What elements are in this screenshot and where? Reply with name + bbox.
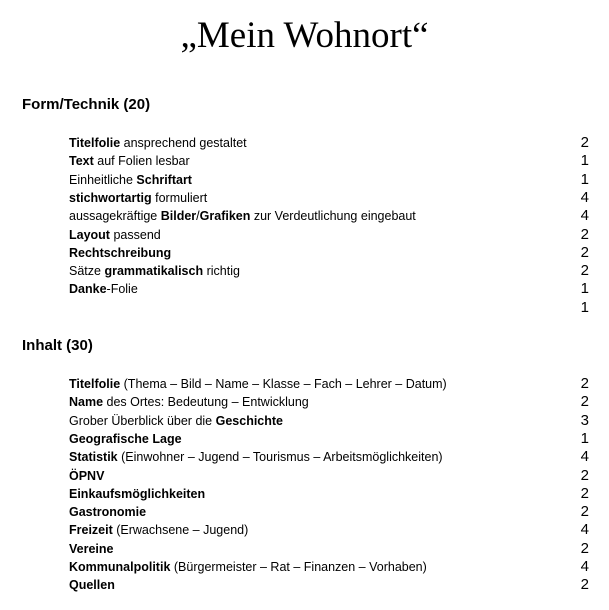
- criterion-points: 4: [580, 188, 589, 206]
- criterion-row: [69, 171, 589, 189]
- criterion-keyword: Danke: [69, 282, 107, 297]
- criterion-keyword: Grafiken: [199, 209, 251, 224]
- criterion-text: (Erwachsene – Jugend): [112, 523, 249, 538]
- criterion-text: Sätze: [69, 264, 105, 279]
- criterion-row: [69, 134, 589, 152]
- criterion-points: 4: [580, 558, 589, 575]
- criterion-text: (Bürgermeister – Rat – Finanzen – Vorhaben): [170, 560, 427, 574]
- criterion-text: richtig: [203, 264, 240, 279]
- criterion-points: 4: [580, 521, 589, 539]
- criterion-points: 2: [580, 243, 589, 261]
- criterion-points: 2: [580, 539, 589, 557]
- criterion-row: [69, 485, 589, 503]
- criterion-points: 4: [580, 448, 589, 466]
- criterion-row: [69, 558, 589, 576]
- criterion-text: auf Folien lesbar: [93, 154, 190, 169]
- criterion-row: [69, 299, 589, 317]
- criterion-text: passend: [109, 227, 161, 242]
- criterion-text: aussagekräftige: [69, 209, 161, 224]
- criterion-label: [69, 375, 447, 393]
- criterion-text: ansprechend gestaltet: [120, 136, 247, 150]
- document-title: „Mein Wohnort“: [180, 15, 429, 56]
- criterion-label: [69, 430, 182, 448]
- criterion-points: 3: [580, 411, 589, 429]
- criterion-points: 2: [580, 503, 589, 521]
- criterion-label: [69, 576, 115, 594]
- criterion-keyword: Statistik: [69, 450, 118, 465]
- criterion-row: [69, 467, 589, 485]
- criterion-keyword: Geschichte: [215, 413, 283, 428]
- criterion-points: 1: [580, 170, 589, 188]
- criterion-text: formuliert: [151, 190, 208, 205]
- criterion-label: [69, 412, 283, 430]
- criterion-points: 2: [580, 484, 589, 502]
- criterion-label: [69, 393, 309, 411]
- criterion-keyword: Titelfolie: [69, 377, 121, 391]
- criterion-row: [69, 576, 589, 594]
- criterion-keyword: Gastronomie: [69, 505, 147, 520]
- criterion-points: 2: [580, 576, 589, 594]
- criterion-row: [69, 152, 589, 170]
- criterion-row: [69, 280, 589, 298]
- criterion-row: [69, 412, 589, 430]
- criterion-keyword: Layout: [69, 227, 110, 242]
- criterion-label: [69, 134, 247, 152]
- criterion-text: (Thema – Bild – Name – Klasse – Fach – Lehrer – Datum): [120, 377, 447, 391]
- criterion-keyword: grammatikalisch: [104, 264, 204, 279]
- criterion-points: 4: [580, 207, 589, 225]
- criterion-keyword: Name: [69, 395, 104, 410]
- criterion-label: [69, 244, 171, 262]
- criterion-row: [69, 375, 589, 393]
- criterion-row: [69, 393, 589, 411]
- criterion-text: des Ortes: Bedeutung – Entwicklung: [103, 395, 309, 410]
- criterion-points: 1: [580, 298, 589, 316]
- criterion-row: [69, 430, 589, 448]
- criterion-row: [69, 521, 589, 539]
- criterion-label: [69, 189, 207, 207]
- criterion-points: 2: [580, 393, 589, 411]
- criterion-points: 1: [580, 152, 589, 170]
- criterion-row: [69, 226, 589, 244]
- criterion-label: [69, 521, 248, 539]
- criterion-label: [69, 280, 138, 298]
- criterion-keyword: Bilder: [160, 209, 197, 224]
- criterion-keyword: Freizeit: [69, 523, 113, 538]
- criterion-label: [69, 540, 113, 558]
- criterion-points: 2: [580, 225, 589, 243]
- criterion-keyword: Vereine: [69, 541, 114, 556]
- criterion-keyword: stichwortartig: [69, 190, 152, 205]
- criterion-label: [69, 207, 416, 225]
- criterion-row: [69, 540, 589, 558]
- criterion-row: [69, 244, 589, 262]
- criterion-label: [69, 558, 427, 576]
- criterion-keyword: ÖPNV: [69, 468, 105, 483]
- criterion-row: [69, 448, 589, 466]
- criterion-points: 2: [580, 262, 589, 280]
- criterion-points: 1: [580, 280, 589, 298]
- criterion-label: [69, 467, 104, 485]
- criterion-points: 1: [580, 429, 589, 447]
- criterion-label: [69, 226, 161, 244]
- criterion-points: 2: [580, 375, 589, 392]
- criterion-text: (Einwohner – Jugend – Tourismus – Arbeitsmöglichkeiten): [117, 450, 443, 465]
- criterion-label: [69, 503, 146, 521]
- criterion-text: Grober Überblick über die: [69, 413, 216, 428]
- section-heading-inhalt: Inhalt (30): [22, 337, 93, 354]
- criterion-label: [69, 171, 192, 189]
- criterion-text: /: [196, 209, 200, 224]
- criterion-row: [69, 503, 589, 521]
- criterion-keyword: Schriftart: [136, 172, 192, 187]
- criterion-keyword: Rechtschreibung: [69, 245, 172, 260]
- criterion-text: Einheitliche: [69, 172, 137, 187]
- criterion-text: -Folie: [106, 282, 138, 297]
- criterion-text: zur Verdeutlichung eingebaut: [250, 209, 416, 224]
- criterion-keyword: Text: [69, 154, 94, 169]
- criterion-keyword: Kommunalpolitik: [69, 560, 171, 574]
- criterion-row: [69, 207, 589, 225]
- section-heading-form-technik: Form/Technik (20): [22, 96, 151, 113]
- criterion-points: 2: [580, 466, 589, 484]
- criterion-keyword: Einkaufsmöglichkeiten: [69, 486, 206, 501]
- criterion-row: [69, 262, 589, 280]
- criterion-keyword: Titelfolie: [69, 136, 121, 150]
- criterion-label: [69, 262, 240, 280]
- criterion-points: 2: [580, 134, 589, 151]
- criterion-label: [69, 448, 443, 466]
- criterion-keyword: Geografische Lage: [69, 431, 182, 446]
- criterion-label: [69, 152, 190, 170]
- criterion-row: [69, 189, 589, 207]
- criterion-label: [69, 485, 205, 503]
- criterion-keyword: Quellen: [69, 578, 115, 593]
